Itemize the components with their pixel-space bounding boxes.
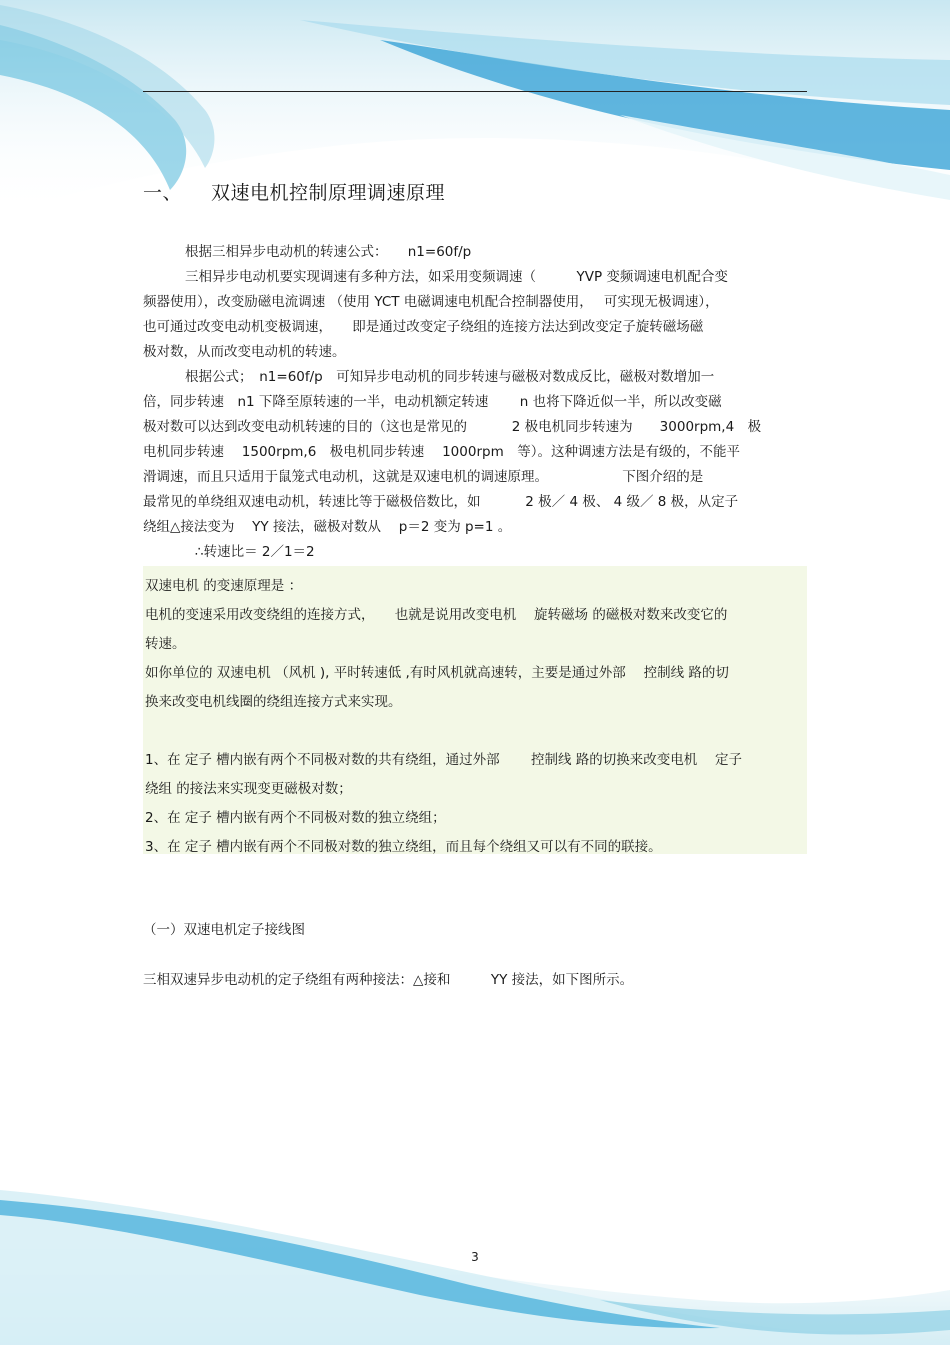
section-heading bbox=[143, 178, 445, 205]
section-number: 一、 bbox=[143, 182, 183, 204]
highlight-line: 换来改变电机线圈的绕组连接方式来实现。 bbox=[145, 694, 402, 710]
paragraph1-line: 极对数可以达到改变电动机转速的目的（这也是常见的 2 极电机同步转速为 3000rpm,4 极 bbox=[143, 419, 762, 435]
highlight-line: 双速电机 的变速原理是 ： bbox=[145, 578, 303, 594]
highlight-line: 3、在 定子 槽内嵌有两个不同极对数的独立绕组，而且每个绕组又可以有不同的联接。 bbox=[145, 839, 662, 855]
highlight-line: 1、在 定子 槽内嵌有两个不同极对数的共有绕组，通过外部 控制线 路的切换来改变电机 定子 bbox=[145, 752, 743, 768]
paragraph1-line: 最常见的单绕组双速电动机，转速比等于磁极倍数比，如 2 极／ 4 极、 4 级／ 8 极，从定子 bbox=[143, 494, 739, 510]
paragraph1-line: 极对数，从而改变电动机的转速。 bbox=[143, 344, 346, 360]
paragraph1-line: 也可通过改变电动机变极调速， 即是通过改变定子绕组的连接方法达到改变定子旋转磁场磁 bbox=[143, 319, 704, 335]
paragraph1-line: 滑调速，而且只适用于鼠笼式电动机，这就是双速电机的调速原理。 下图介绍的是 bbox=[143, 469, 704, 485]
paragraph1-line: 电机同步转速 1500rpm,6 极电机同步转速 1000rpm 等）。这种调速方法是有级的，不能平 bbox=[143, 444, 740, 460]
section-title: 双速电机控制原理调速原理 bbox=[211, 182, 446, 204]
highlight-line: 2、在 定子 槽内嵌有两个不同极对数的独立绕组； bbox=[145, 810, 446, 826]
highlight-line: 电机的变速采用改变绕组的连接方式， 也就是说用改变电机 旋转磁场 的磁极对数来改变它的 bbox=[145, 607, 728, 623]
paragraph1-line: 频器使用），改变励磁电流调速 （使用 YCT 电磁调速电机配合控制器使用， 可实现无极调速）， bbox=[143, 294, 719, 310]
paragraph1-line: 倍，同步转速 n1 下降至原转速的一半，电动机额定转速 n 也将下降近似一半，所以改变磁 bbox=[143, 394, 722, 410]
formula-line: ∴转速比＝ 2／1＝2 bbox=[195, 544, 315, 560]
paragraph1-line: 绕组△接法变为 YY 接法，磁极对数从 p＝2 变为 p=1 。 bbox=[143, 519, 512, 535]
paragraph1-line: 根据三相异步电动机的转速公式： n1=60f/p bbox=[185, 244, 472, 260]
page-number: 3 bbox=[471, 1250, 479, 1264]
subsection-heading: （一）双速电机定子接线图 bbox=[143, 922, 305, 938]
paragraph2: 三相双速异步电动机的定子绕组有两种接法：△接和 YY 接法，如下图所示。 bbox=[143, 972, 634, 988]
highlight-line: 绕组 的接法来实现变更磁极对数； bbox=[145, 781, 352, 797]
highlighted-explanation-box bbox=[143, 566, 807, 854]
paragraph1-line: 根据公式； n1=60f/p 可知异步电动机的同步转速与磁极对数成反比，磁极对数增加一 bbox=[185, 369, 715, 385]
highlight-line: 转速。 bbox=[145, 636, 186, 652]
paragraph1-line: 三相异步电动机要实现调速有多种方法，如采用变频调速（ YVP 变频调速电机配合变 bbox=[185, 269, 728, 285]
highlight-line: 如你单位的 双速电机 （风机 ), 平时转速低 ,有时风机就高速转，主要是通过外部 控制线 路的切 bbox=[145, 665, 729, 681]
header-rule bbox=[143, 91, 807, 92]
